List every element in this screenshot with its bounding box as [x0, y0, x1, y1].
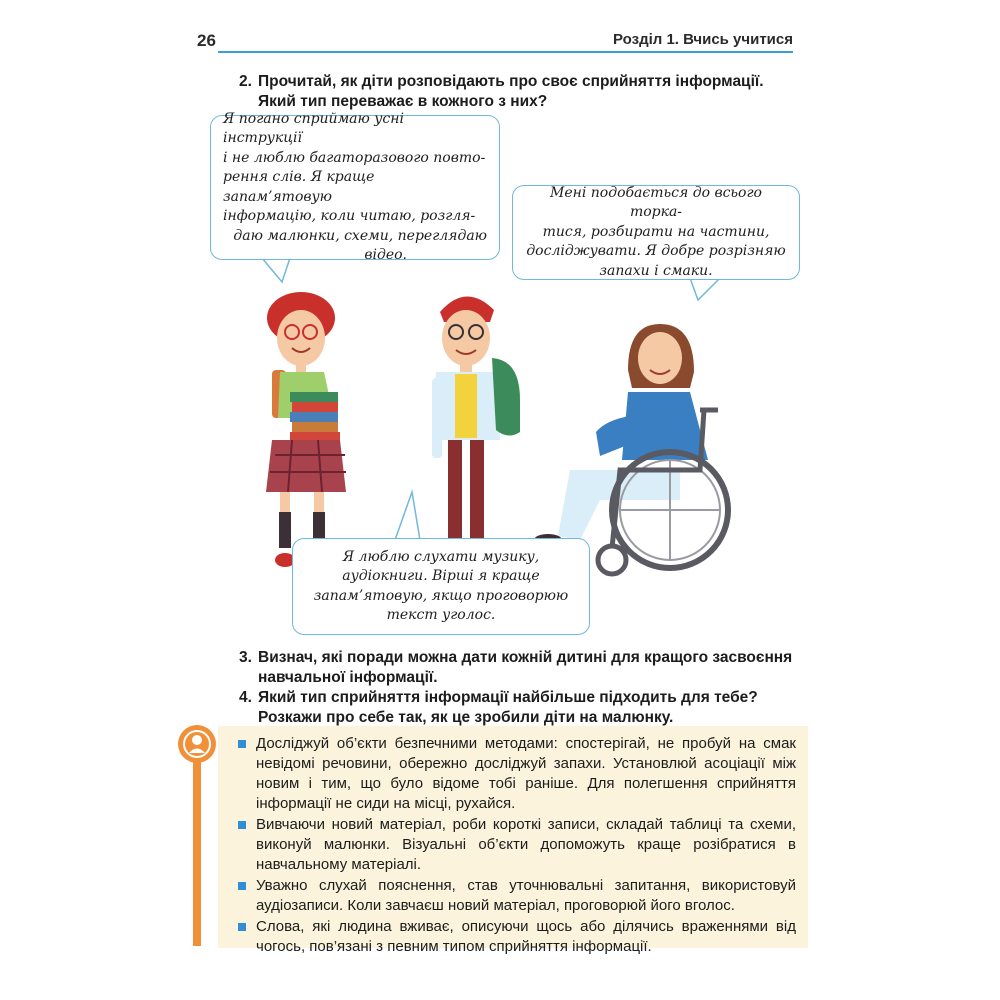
- header-rule: [218, 51, 793, 53]
- page-number: 26: [197, 31, 216, 50]
- bubble-auditory-tail: [395, 492, 420, 540]
- task-4-number: 4.: [239, 689, 252, 706]
- tip-item: [236, 734, 796, 814]
- tip-text: Уважно слухай пояснення, став уточнювальні запитання, використовуй аудіозаписи. Коли завчаєш новий матеріал, проговорюй його вголос.: [256, 877, 796, 914]
- bubble-kinesthetic-tail: [690, 278, 720, 300]
- bubble-visual-line: відео.: [364, 247, 407, 263]
- bubble-auditory-line: аудіокниги. Вірші я краще: [342, 568, 540, 584]
- tips-stem: [193, 758, 201, 946]
- bubble-visual-line: Я погано сприймаю усні інструкції: [223, 110, 404, 146]
- tip-item: [236, 815, 796, 875]
- square-bullet-icon: [238, 821, 246, 829]
- tip-item: [236, 917, 796, 957]
- speech-bubble-auditory: [292, 538, 590, 635]
- bubble-kinesthetic-line: Мені подобається до всього торка-: [549, 184, 762, 221]
- advisor-icon: [178, 725, 216, 763]
- tip-text: Вивчаючи новий матеріал, роби короткі записи, складай таблиці та схеми, виконуй малюнки. Візуальні об’єкти допоможуть краще розібратися в навчальному матеріалі.: [256, 816, 796, 873]
- square-bullet-icon: [238, 740, 246, 748]
- task-3: [239, 648, 795, 688]
- bubble-auditory-line: Я люблю слухати музику,: [342, 548, 540, 565]
- speech-bubble-visual: [210, 110, 500, 263]
- tips-list: [236, 734, 796, 958]
- bubble-kinesthetic-line: досліджувати. Я добре розрізняю: [526, 243, 786, 260]
- boy-with-backpack-figure: [432, 296, 520, 552]
- tip-text: Досліджуй об’єкти безпечними методами: спостерігай, не пробуй на смак невідомі речовини, обережно досліджуй запахи. Установлюй асоціації між новим і тим, що було відоме тобі раніше. Для полегшення сприйняття інформації не сиди на місці, рухайся.: [256, 735, 796, 812]
- bubble-visual-line: і не люблю багаторазового повто-: [223, 149, 486, 166]
- bubble-kinesthetic-line: тися, розбирати на частини,: [542, 223, 770, 240]
- girl-with-books-figure: [266, 292, 346, 567]
- task-3-text: Визнач, які поради можна дати кожній дитині для кращого засвоєння навчальної інформації.: [258, 649, 793, 686]
- tip-text: Слова, які людина вживає, описуючи щось або ділячись враженнями від чогось, пов’язані з певним типом сприйняття інформації.: [256, 918, 796, 955]
- task-2-text: Прочитай, як діти розповідають про своє сприйняття інформації. Який тип переважає в кожного з них?: [258, 73, 764, 110]
- girl-in-wheelchair-figure: [534, 324, 728, 574]
- square-bullet-icon: [238, 923, 246, 931]
- speech-bubble-kinesthetic: [512, 185, 800, 280]
- bubble-auditory-line: текст уголос.: [386, 607, 496, 623]
- bubble-visual-line: рення слів. Я краще запам’ятовую: [223, 169, 375, 205]
- section-title: Розділ 1. Вчись учитися: [613, 31, 793, 48]
- bubble-visual-line: інформацію, коли читаю, розгля-: [223, 208, 476, 224]
- bubble-auditory-line: запам’ятовую, якщо проговорюю: [313, 587, 569, 604]
- bubble-visual-line: даю малюнки, схеми, переглядаю: [233, 227, 487, 244]
- square-bullet-icon: [238, 882, 246, 890]
- bubble-kinesthetic-line: запахи і смаки.: [599, 262, 713, 279]
- task-4-text: Який тип сприйняття інформації найбільше підходить для тебе? Розкажи про себе так, як це зробили діти на малюнку.: [258, 689, 758, 726]
- task-4: [239, 688, 795, 728]
- tip-item: [236, 876, 796, 916]
- task-3-number: 3.: [239, 649, 252, 666]
- task-2-number: 2.: [239, 73, 252, 90]
